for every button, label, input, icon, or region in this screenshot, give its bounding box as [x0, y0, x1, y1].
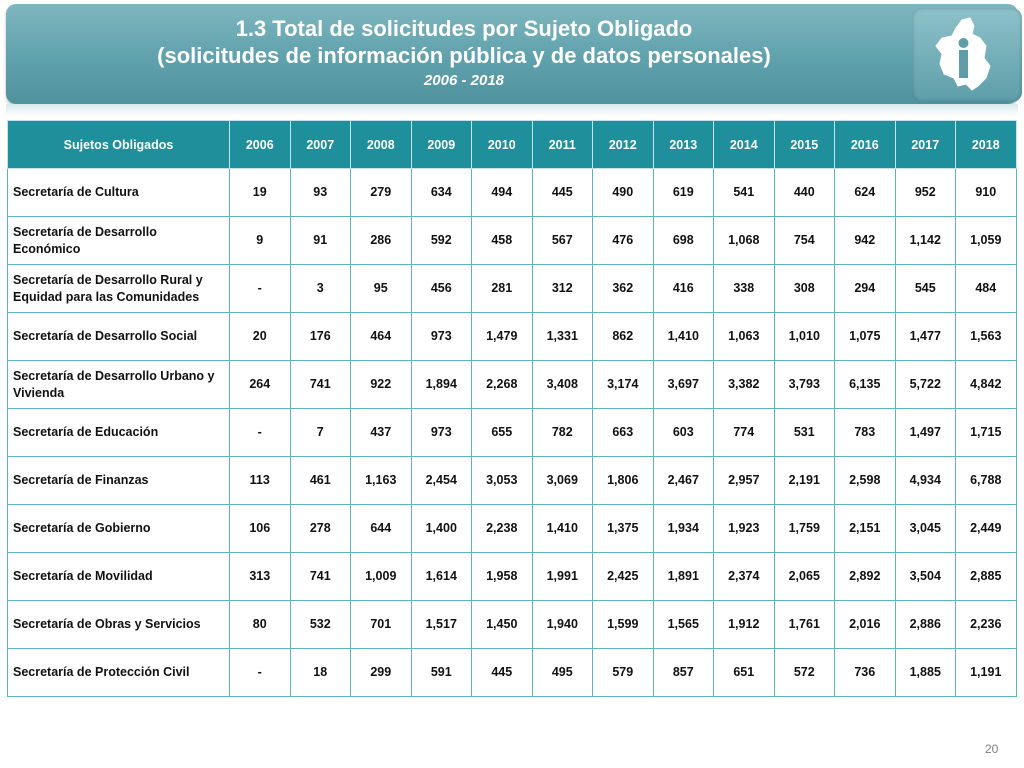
- value-cell: 541: [714, 169, 775, 217]
- column-header-year: 2007: [290, 121, 351, 169]
- value-cell: 603: [653, 409, 714, 457]
- subject-name-cell: Secretaría de Desarrollo Rural y Equidad para las Comunidades: [8, 265, 230, 313]
- value-cell: 1,565: [653, 601, 714, 649]
- value-cell: 494: [472, 169, 533, 217]
- value-cell: 294: [835, 265, 896, 313]
- value-cell: 1,761: [774, 601, 835, 649]
- column-header-year: 2012: [593, 121, 654, 169]
- value-cell: 3,504: [895, 553, 956, 601]
- value-cell: 736: [835, 649, 896, 697]
- value-cell: 1,599: [593, 601, 654, 649]
- value-cell: 1,059: [956, 217, 1017, 265]
- page-subtitle: (solicitudes de información pública y de datos personales): [157, 43, 771, 68]
- page-title: 1.3 Total de solicitudes por Sujeto Obligado: [235, 16, 693, 41]
- value-cell: 592: [411, 217, 472, 265]
- value-cell: 461: [290, 457, 351, 505]
- subject-name-cell: Secretaría de Protección Civil: [8, 649, 230, 697]
- column-header-year: 2010: [472, 121, 533, 169]
- value-cell: 862: [593, 313, 654, 361]
- column-header-year: 2015: [774, 121, 835, 169]
- table-row: [8, 265, 1017, 313]
- value-cell: 6,135: [835, 361, 896, 409]
- value-cell: 624: [835, 169, 896, 217]
- value-cell: 1,068: [714, 217, 775, 265]
- value-cell: 464: [351, 313, 412, 361]
- value-cell: 286: [351, 217, 412, 265]
- value-cell: 2,238: [472, 505, 533, 553]
- value-cell: 3,697: [653, 361, 714, 409]
- value-cell: 655: [472, 409, 533, 457]
- column-header-year: 2011: [532, 121, 593, 169]
- value-cell: 7: [290, 409, 351, 457]
- value-cell: 2,449: [956, 505, 1017, 553]
- value-cell: 2,016: [835, 601, 896, 649]
- value-cell: 1,940: [532, 601, 593, 649]
- value-cell: 1,934: [653, 505, 714, 553]
- value-cell: 18: [290, 649, 351, 697]
- value-cell: 1,912: [714, 601, 775, 649]
- value-cell: 312: [532, 265, 593, 313]
- value-cell: 437: [351, 409, 412, 457]
- value-cell: 782: [532, 409, 593, 457]
- value-cell: 1,375: [593, 505, 654, 553]
- subject-name-cell: Secretaría de Movilidad: [8, 553, 230, 601]
- value-cell: 495: [532, 649, 593, 697]
- value-cell: 3,053: [472, 457, 533, 505]
- subject-name-cell: Secretaría de Desarrollo Económico: [8, 217, 230, 265]
- value-cell: 1,614: [411, 553, 472, 601]
- value-cell: 176: [290, 313, 351, 361]
- value-cell: -: [230, 649, 291, 697]
- value-cell: 2,885: [956, 553, 1017, 601]
- value-cell: 531: [774, 409, 835, 457]
- value-cell: 2,065: [774, 553, 835, 601]
- value-cell: 910: [956, 169, 1017, 217]
- value-cell: 2,598: [835, 457, 896, 505]
- value-cell: 20: [230, 313, 291, 361]
- value-cell: 278: [290, 505, 351, 553]
- value-cell: 1,891: [653, 553, 714, 601]
- value-cell: 1,885: [895, 649, 956, 697]
- column-header-year: 2013: [653, 121, 714, 169]
- value-cell: 591: [411, 649, 472, 697]
- value-cell: 416: [653, 265, 714, 313]
- value-cell: 783: [835, 409, 896, 457]
- value-cell: 644: [351, 505, 412, 553]
- value-cell: 3: [290, 265, 351, 313]
- subject-name-cell: Secretaría de Educación: [8, 409, 230, 457]
- column-header-year: 2018: [956, 121, 1017, 169]
- value-cell: 1,715: [956, 409, 1017, 457]
- value-cell: 490: [593, 169, 654, 217]
- value-cell: 1,450: [472, 601, 533, 649]
- value-cell: 754: [774, 217, 835, 265]
- value-cell: -: [230, 265, 291, 313]
- value-cell: 445: [472, 649, 533, 697]
- value-cell: 619: [653, 169, 714, 217]
- table-row: [8, 313, 1017, 361]
- value-cell: 6,788: [956, 457, 1017, 505]
- value-cell: 567: [532, 217, 593, 265]
- value-cell: 362: [593, 265, 654, 313]
- value-cell: 1,479: [472, 313, 533, 361]
- value-cell: 2,467: [653, 457, 714, 505]
- value-cell: 458: [472, 217, 533, 265]
- subject-name-cell: Secretaría de Obras y Servicios: [8, 601, 230, 649]
- value-cell: 19: [230, 169, 291, 217]
- value-cell: 95: [351, 265, 412, 313]
- value-cell: 4,842: [956, 361, 1017, 409]
- column-header-year: 2014: [714, 121, 775, 169]
- value-cell: 2,425: [593, 553, 654, 601]
- value-cell: 2,374: [714, 553, 775, 601]
- value-cell: 634: [411, 169, 472, 217]
- value-cell: 3,793: [774, 361, 835, 409]
- column-header-year: 2008: [351, 121, 412, 169]
- value-cell: 545: [895, 265, 956, 313]
- title-block: [6, 16, 922, 92]
- value-cell: 1,894: [411, 361, 472, 409]
- title-banner: [6, 4, 1018, 104]
- table-row: [8, 457, 1017, 505]
- value-cell: 93: [290, 169, 351, 217]
- column-header-year: 2009: [411, 121, 472, 169]
- subject-name-cell: Secretaría de Cultura: [8, 169, 230, 217]
- value-cell: 308: [774, 265, 835, 313]
- value-cell: 973: [411, 409, 472, 457]
- value-cell: 1,142: [895, 217, 956, 265]
- value-cell: 3,069: [532, 457, 593, 505]
- value-cell: 1,497: [895, 409, 956, 457]
- value-cell: 281: [472, 265, 533, 313]
- value-cell: 1,331: [532, 313, 593, 361]
- value-cell: -: [230, 409, 291, 457]
- period-label: 2006 - 2018: [423, 72, 505, 89]
- value-cell: 2,191: [774, 457, 835, 505]
- value-cell: 456: [411, 265, 472, 313]
- value-cell: 973: [411, 313, 472, 361]
- value-cell: 1,806: [593, 457, 654, 505]
- value-cell: 484: [956, 265, 1017, 313]
- value-cell: 701: [351, 601, 412, 649]
- value-cell: 1,923: [714, 505, 775, 553]
- value-cell: 2,957: [714, 457, 775, 505]
- value-cell: 4,934: [895, 457, 956, 505]
- value-cell: 741: [290, 553, 351, 601]
- value-cell: 663: [593, 409, 654, 457]
- table-row: [8, 361, 1017, 409]
- value-cell: 1,075: [835, 313, 896, 361]
- table-row: [8, 649, 1017, 697]
- logo-box: [912, 8, 1022, 102]
- institution-logo-icon: [932, 16, 1002, 94]
- value-cell: 1,163: [351, 457, 412, 505]
- value-cell: 299: [351, 649, 412, 697]
- table-row: [8, 601, 1017, 649]
- value-cell: 1,010: [774, 313, 835, 361]
- value-cell: 1,191: [956, 649, 1017, 697]
- table-row: [8, 409, 1017, 457]
- value-cell: 5,722: [895, 361, 956, 409]
- value-cell: 1,517: [411, 601, 472, 649]
- value-cell: 1,410: [532, 505, 593, 553]
- value-cell: 279: [351, 169, 412, 217]
- value-cell: 476: [593, 217, 654, 265]
- column-header-year: 2016: [835, 121, 896, 169]
- page-number: 20: [985, 742, 999, 756]
- table-row: [8, 505, 1017, 553]
- value-cell: 774: [714, 409, 775, 457]
- value-cell: 1,759: [774, 505, 835, 553]
- value-cell: 3,174: [593, 361, 654, 409]
- value-cell: 106: [230, 505, 291, 553]
- value-cell: 113: [230, 457, 291, 505]
- value-cell: 2,454: [411, 457, 472, 505]
- value-cell: 338: [714, 265, 775, 313]
- subject-name-cell: Secretaría de Gobierno: [8, 505, 230, 553]
- value-cell: 2,236: [956, 601, 1017, 649]
- value-cell: 91: [290, 217, 351, 265]
- value-cell: 264: [230, 361, 291, 409]
- column-header-subject: Sujetos Obligados: [8, 121, 230, 169]
- value-cell: 1,991: [532, 553, 593, 601]
- table-header-row: [8, 121, 1017, 169]
- value-cell: 1,063: [714, 313, 775, 361]
- banner-shadow-strip: [6, 104, 1018, 116]
- value-cell: 1,563: [956, 313, 1017, 361]
- value-cell: 698: [653, 217, 714, 265]
- table-row: [8, 553, 1017, 601]
- subject-name-cell: Secretaría de Finanzas: [8, 457, 230, 505]
- value-cell: 579: [593, 649, 654, 697]
- table-row: [8, 217, 1017, 265]
- value-cell: 313: [230, 553, 291, 601]
- value-cell: 440: [774, 169, 835, 217]
- value-cell: 1,477: [895, 313, 956, 361]
- value-cell: 942: [835, 217, 896, 265]
- value-cell: 80: [230, 601, 291, 649]
- value-cell: 532: [290, 601, 351, 649]
- value-cell: 1,958: [472, 553, 533, 601]
- value-cell: 741: [290, 361, 351, 409]
- value-cell: 445: [532, 169, 593, 217]
- value-cell: 9: [230, 217, 291, 265]
- table-row: [8, 169, 1017, 217]
- value-cell: 1,400: [411, 505, 472, 553]
- column-header-year: 2006: [230, 121, 291, 169]
- value-cell: 2,892: [835, 553, 896, 601]
- value-cell: 2,151: [835, 505, 896, 553]
- value-cell: 922: [351, 361, 412, 409]
- column-header-year: 2017: [895, 121, 956, 169]
- value-cell: 3,408: [532, 361, 593, 409]
- requests-table: [7, 120, 1017, 697]
- value-cell: 857: [653, 649, 714, 697]
- value-cell: 1,410: [653, 313, 714, 361]
- value-cell: 3,045: [895, 505, 956, 553]
- subject-name-cell: Secretaría de Desarrollo Social: [8, 313, 230, 361]
- value-cell: 952: [895, 169, 956, 217]
- value-cell: 2,886: [895, 601, 956, 649]
- subject-name-cell: Secretaría de Desarrollo Urbano y Vivienda: [8, 361, 230, 409]
- value-cell: 1,009: [351, 553, 412, 601]
- value-cell: 572: [774, 649, 835, 697]
- value-cell: 2,268: [472, 361, 533, 409]
- value-cell: 651: [714, 649, 775, 697]
- value-cell: 3,382: [714, 361, 775, 409]
